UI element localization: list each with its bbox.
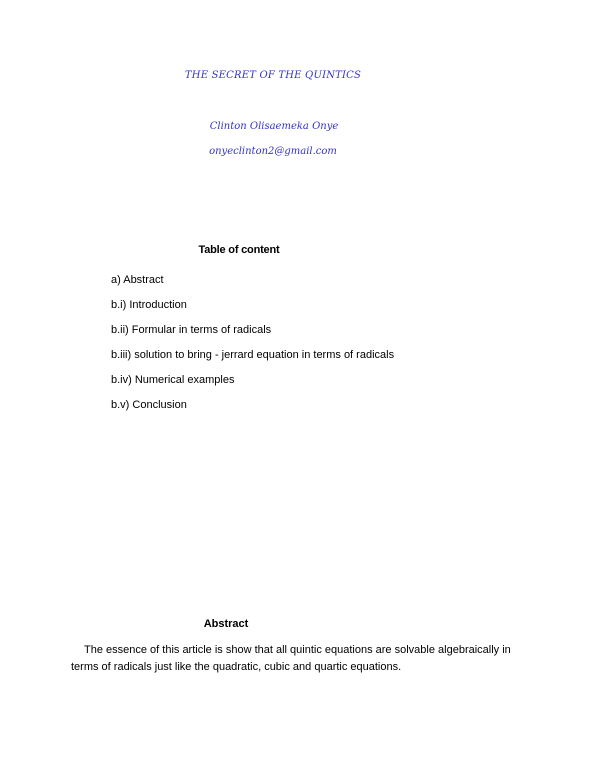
abstract-body: The essence of this article is show that all quintic equations are solvable algebraically in terms of radicals just like the quadratic, cubic and quartic equations. [71,644,511,673]
author-name: Clinton Olisaemeka Onye [209,121,339,132]
toc-item-conclusion: b.v) Conclusion [111,399,187,411]
toc-item-numerical-examples: b.iv) Numerical examples [111,374,235,386]
abstract-heading: Abstract [203,618,249,630]
toc-item-bring-jerrard: b.iii) solution to bring - jerrard equation in terms of radicals [111,349,395,361]
author-email: onyeclinton2@gmail.com [209,146,337,157]
toc-heading: Table of content [198,244,280,256]
toc-list [111,268,394,418]
toc-item-introduction: b.i) Introduction [111,299,187,311]
toc-item-abstract: a) Abstract [111,274,164,286]
toc-item-formular: b.ii) Formular in terms of radicals [111,324,272,336]
document-title: THE SECRET OF THE QUINTICS [184,70,362,81]
